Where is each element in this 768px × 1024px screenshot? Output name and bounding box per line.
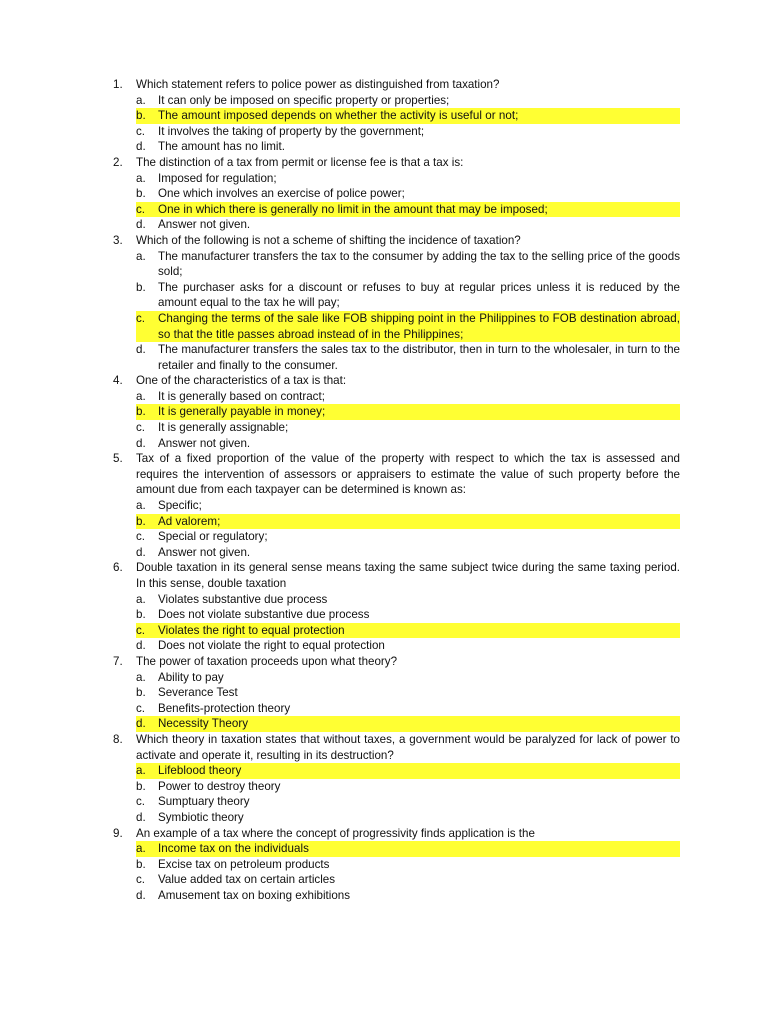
option-letter: a. <box>136 499 146 513</box>
question-text: Which theory in taxation states that without taxes, a government would be paralyzed for lack of power to activate and operate it, resulting in its destruction? <box>136 732 680 762</box>
option-text: Excise tax on petroleum products <box>158 857 330 871</box>
option-text: Violates the right to equal protection <box>158 623 680 639</box>
question-stem <box>113 654 680 670</box>
answer-options <box>136 841 680 903</box>
question-text: An example of a tax where the concept of progressivity finds application is the <box>136 826 535 840</box>
option-text: The purchaser asks for a discount or refuses to buy at regular prices unless it is reduced by the amount equal to the tax he will pay; <box>158 280 680 310</box>
question-number: 7. <box>113 654 123 668</box>
option-letter: a. <box>136 763 158 779</box>
answer-option <box>136 592 680 608</box>
option-letter: c. <box>136 701 146 715</box>
answer-option <box>136 249 680 280</box>
question-stem <box>113 155 680 171</box>
option-text: Changing the terms of the sale like FOB shipping point in the Philippines to FOB destination abroad, so that the title passes abroad instead of in the Philippines; <box>158 311 680 341</box>
answer-option <box>136 529 680 545</box>
option-text: It involves the taking of property by the government; <box>158 124 425 138</box>
option-letter: b. <box>136 779 146 793</box>
option-letter: d. <box>136 888 146 902</box>
question-number: 2. <box>113 155 123 169</box>
question-item <box>113 560 680 654</box>
answer-options <box>136 171 680 233</box>
option-letter: a. <box>136 841 158 857</box>
answer-option-highlighted <box>136 108 680 124</box>
option-letter: c. <box>136 311 158 342</box>
option-letter: a. <box>136 249 146 263</box>
question-item <box>113 654 680 732</box>
option-text: One which involves an exercise of police power; <box>158 187 405 201</box>
question-number: 5. <box>113 452 123 466</box>
question-list <box>113 77 680 903</box>
question-number: 3. <box>113 233 123 247</box>
option-text: Symbiotic theory <box>158 810 244 824</box>
option-text: Answer not given. <box>158 218 251 232</box>
option-text: Necessity Theory <box>158 716 680 732</box>
answer-options <box>136 498 680 560</box>
option-letter: c. <box>136 623 158 639</box>
answer-options <box>136 670 680 732</box>
question-item <box>113 826 680 904</box>
question-text: Which statement refers to police power as distinguished from taxation? <box>136 78 500 91</box>
option-text: Severance Test <box>158 686 238 700</box>
option-text: Lifeblood theory <box>158 763 680 779</box>
answer-options <box>136 93 680 155</box>
option-letter: c. <box>136 873 146 887</box>
option-letter: b. <box>136 187 146 201</box>
question-item <box>113 233 680 373</box>
option-text: One in which there is generally no limit in the amount that may be imposed; <box>158 202 680 218</box>
option-text: Does not violate the right to equal protection <box>158 639 385 653</box>
answer-option <box>136 186 680 202</box>
option-letter: a. <box>136 171 146 185</box>
option-text: The manufacturer transfers the tax to the consumer by adding the tax to the selling price of the goods sold; <box>158 249 680 279</box>
question-text: Which of the following is not a scheme of shifting the incidence of taxation? <box>136 233 521 247</box>
answer-option <box>136 638 680 654</box>
question-number: 1. <box>113 78 123 91</box>
question-stem <box>113 732 680 763</box>
option-letter: c. <box>136 202 158 218</box>
answer-option <box>136 607 680 623</box>
option-letter: c. <box>136 421 146 435</box>
answer-option-highlighted <box>136 514 680 530</box>
option-letter: d. <box>136 545 146 559</box>
option-text: Ability to pay <box>158 670 224 684</box>
option-letter: d. <box>136 810 146 824</box>
option-text: Special or regulatory; <box>158 530 268 544</box>
answer-option <box>136 171 680 187</box>
question-item <box>113 77 680 155</box>
option-letter: b. <box>136 608 146 622</box>
option-letter: d. <box>136 343 146 357</box>
answer-options <box>136 389 680 451</box>
answer-option <box>136 420 680 436</box>
answer-options <box>136 763 680 825</box>
option-letter: b. <box>136 404 158 420</box>
option-text: Amusement tax on boxing exhibitions <box>158 888 351 902</box>
question-number: 9. <box>113 826 123 840</box>
option-text: Specific; <box>158 499 202 513</box>
question-stem <box>113 826 680 842</box>
question-item <box>113 451 680 560</box>
answer-option <box>136 670 680 686</box>
question-text: Double taxation in its general sense means taxing the same subject twice during the same taxing period. In this sense, double taxation <box>136 561 680 590</box>
option-text: Imposed for regulation; <box>158 171 277 185</box>
option-text: Value added tax on certain articles <box>158 873 336 887</box>
answer-option <box>136 280 680 311</box>
option-text: Income tax on the individuals <box>158 841 680 857</box>
option-text: Violates substantive due process <box>158 592 328 606</box>
answer-option <box>136 685 680 701</box>
answer-option <box>136 217 680 233</box>
answer-option <box>136 810 680 826</box>
answer-option-highlighted <box>136 841 680 857</box>
answer-option-highlighted <box>136 716 680 732</box>
option-text: It can only be imposed on specific property or properties; <box>158 93 450 107</box>
question-stem <box>113 77 680 93</box>
option-text: Answer not given. <box>158 545 251 559</box>
option-letter: a. <box>136 93 146 107</box>
question-number: 4. <box>113 374 123 388</box>
option-text: The manufacturer transfers the sales tax to the distributor, then in turn to the wholesaler, in turn to the retailer and finally to the consumer. <box>158 343 680 372</box>
option-letter: d. <box>136 436 146 450</box>
answer-option <box>136 872 680 888</box>
option-letter: b. <box>136 108 158 124</box>
question-number: 8. <box>113 732 123 746</box>
question-item <box>113 373 680 451</box>
option-text: Ad valorem; <box>158 514 680 530</box>
answer-option <box>136 794 680 810</box>
option-text: It is generally assignable; <box>158 421 289 435</box>
option-letter: d. <box>136 140 146 154</box>
answer-option-highlighted <box>136 202 680 218</box>
answer-options <box>136 249 680 374</box>
option-letter: b. <box>136 857 146 871</box>
question-item <box>113 732 680 826</box>
option-text: Power to destroy theory <box>158 779 281 793</box>
option-letter: d. <box>136 639 146 653</box>
option-letter: b. <box>136 686 146 700</box>
question-stem <box>113 233 680 249</box>
option-letter: a. <box>136 389 146 403</box>
answer-option <box>136 124 680 140</box>
question-item <box>113 155 680 233</box>
answer-option <box>136 888 680 904</box>
answer-option <box>136 389 680 405</box>
answer-option <box>136 139 680 155</box>
option-letter: d. <box>136 716 158 732</box>
answer-option <box>136 436 680 452</box>
question-text: The power of taxation proceeds upon what theory? <box>136 654 398 668</box>
option-text: The amount imposed depends on whether the activity is useful or not; <box>158 108 680 124</box>
answer-option-highlighted <box>136 311 680 342</box>
answer-option-highlighted <box>136 623 680 639</box>
option-text: It is generally payable in money; <box>158 404 680 420</box>
option-text: Answer not given. <box>158 436 251 450</box>
answer-option <box>136 498 680 514</box>
option-letter: b. <box>136 514 158 530</box>
option-letter: c. <box>136 530 146 544</box>
option-letter: a. <box>136 670 146 684</box>
option-letter: d. <box>136 218 146 232</box>
question-text: Tax of a fixed proportion of the value of the property with respect to which the tax is assessed and requires the intervention of assessors or appraisers to estimate the value of such property before the amount due from each taxpayer can be determined is known as: <box>136 452 680 497</box>
option-letter: c. <box>136 124 146 138</box>
option-text: Sumptuary theory <box>158 795 250 809</box>
option-text: It is generally based on contract; <box>158 389 325 403</box>
question-text: One of the characteristics of a tax is that: <box>136 374 347 388</box>
question-stem <box>113 451 680 498</box>
option-letter: a. <box>136 592 146 606</box>
answer-option <box>136 779 680 795</box>
option-text: Does not violate substantive due process <box>158 608 370 622</box>
question-text: The distinction of a tax from permit or license fee is that a tax is: <box>136 155 464 169</box>
option-text: Benefits-protection theory <box>158 701 291 715</box>
answer-options <box>136 592 680 654</box>
option-letter: b. <box>136 280 146 294</box>
answer-option <box>136 342 680 373</box>
answer-option <box>136 93 680 109</box>
question-stem <box>113 560 680 591</box>
option-text: The amount has no limit. <box>158 140 285 154</box>
answer-option-highlighted <box>136 404 680 420</box>
answer-option <box>136 545 680 561</box>
answer-option-highlighted <box>136 763 680 779</box>
answer-option <box>136 701 680 717</box>
option-letter: c. <box>136 795 146 809</box>
question-number: 6. <box>113 561 123 575</box>
answer-option <box>136 857 680 873</box>
question-stem <box>113 373 680 389</box>
